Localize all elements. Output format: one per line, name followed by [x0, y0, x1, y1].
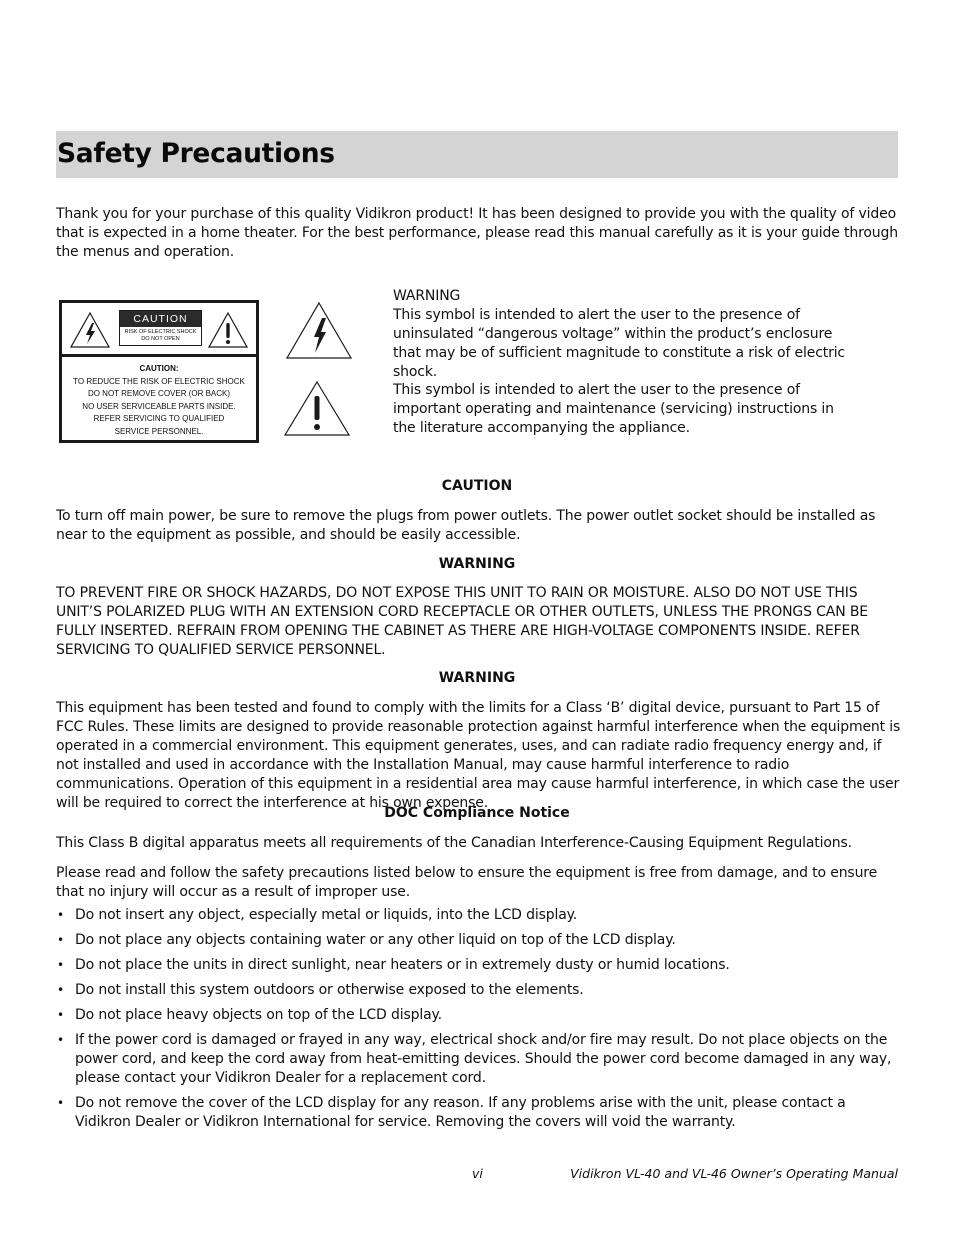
dangerous-voltage-icon: [285, 301, 353, 360]
list-item-text: Do not place heavy objects on top of the LCD display.: [75, 1007, 442, 1023]
caution-label-small-2: DO NOT OPEN: [141, 336, 180, 342]
bullet-marker: •: [57, 908, 64, 922]
exclamation-triangle-icon: [208, 312, 248, 348]
caution-label-small-1: RISK OF ELECTRIC SHOCK: [124, 329, 197, 335]
precautions-list: [56, 906, 901, 1138]
list-item-text: Do not insert any object, especially metal or liquids, into the LCD display.: [75, 907, 578, 923]
caution-label-body-title: CAUTION:: [139, 364, 179, 373]
symbol-warning-title: WARNING: [393, 288, 461, 304]
title-bar: [56, 131, 898, 178]
list-item-text: Do not install this system outdoors or otherwise exposed to the elements.: [75, 982, 584, 998]
instructions-symbol-text: This symbol is intended to alert the user to the presence of important operating and maintenance (servicing) instructions in the literature accompanying the appliance.: [393, 382, 834, 436]
manual-title: Vidikron VL-40 and VL-46 Owner’s Operating Manual: [570, 1166, 898, 1181]
precautions-intro: Please read and follow the safety precautions listed below to ensure the equipment is free from damage, and to ensure that no injury will occur as a result of improper use.: [56, 865, 878, 900]
caution-label-body: [62, 363, 256, 439]
caution-text: To turn off main power, be sure to remove the plugs from power outlets. The power outlet socket should be installed as near to the equipment as possible, and should be easily accessible.: [56, 508, 876, 543]
list-item-text: Do not remove the cover of the LCD display for any reason. If any problems arise with the unit, please contact a Vidikron Dealer or Vidikron International for service. Removing the covers will void the warranty.: [75, 1095, 846, 1130]
caution-label-line: NO USER SERVICEABLE PARTS INSIDE.: [82, 401, 236, 411]
list-item: [56, 981, 901, 1000]
page-title: Safety Precautions: [57, 138, 335, 169]
warning-heading-1: WARNING: [438, 556, 516, 572]
list-item-text: Do not place the units in direct sunlight, near heaters or in extremely dusty or humid locations.: [75, 957, 730, 973]
list-item: [56, 956, 901, 975]
doc-heading: DOC Compliance Notice: [384, 805, 570, 821]
caution-label-line: TO REDUCE THE RISK OF ELECTRIC SHOCK: [73, 376, 245, 386]
bullet-marker: •: [57, 933, 64, 947]
doc-text: This Class B digital apparatus meets all requirements of the Canadian Interference-Causing Equipment Regulations.: [56, 835, 852, 851]
caution-label: [59, 300, 259, 443]
voltage-symbol-text: This symbol is intended to alert the user to the presence of uninsulated “dangerous voltage” within the product’s enclosure that may be of sufficient magnitude to constitute a risk of electric shock.: [393, 307, 845, 380]
bullet-marker: •: [57, 1033, 64, 1047]
caution-label-badge: [119, 310, 202, 346]
important-instructions-icon: [283, 380, 351, 437]
list-item: [56, 1094, 901, 1132]
caution-label-top: [62, 303, 256, 357]
caution-label-line: REFER SERVICING TO QUALIFIED: [93, 414, 225, 424]
list-item-text: Do not place any objects containing water or any other liquid on top of the LCD display.: [75, 932, 676, 948]
list-item: [56, 906, 901, 925]
caution-label-line: DO NOT REMOVE COVER (OR BACK): [87, 389, 231, 399]
intro-paragraph: Thank you for your purchase of this quality Vidikron product! It has been designed to provide you with the quality of video that is expected in a home theater. For the best performance, please read this manual carefully as it is your guide through the menus and operation.: [56, 206, 898, 260]
caution-heading: CAUTION: [441, 478, 513, 494]
list-item: [56, 931, 901, 950]
list-item: [56, 1031, 901, 1088]
caution-label-line: SERVICE PERSONNEL.: [114, 426, 204, 436]
bullet-marker: •: [57, 983, 64, 997]
warning-heading-2: WARNING: [438, 670, 516, 686]
bullet-marker: •: [57, 1008, 64, 1022]
caution-label-header: CAUTION: [120, 311, 201, 327]
bullet-marker: •: [57, 1096, 64, 1110]
warning-text-1: TO PREVENT FIRE OR SHOCK HAZARDS, DO NOT EXPOSE THIS UNIT TO RAIN OR MOISTURE. ALSO DO NOT USE THIS UNIT’S POLARIZED PLUG WITH AN EXTENSION CORD RECEPTACLE OR OTHER OUTLETS, UNLESS THE PRONGS CAN BE FULLY INSERTED. REFRAIN FROM OPENING THE CABINET AS THERE ARE HIGH-VOLTAGE COMPONENTS INSIDE. REFER SERVICING TO QUALIFIED SERVICE PERSONNEL.: [56, 585, 868, 658]
list-item-text: If the power cord is damaged or frayed in any way, electrical shock and/or fire may result. Do not place objects on the power cord, and keep the cord away from heat-emitting devices. Should the power cord become damaged in any way, please contact your Vidikron Dealer for a replacement cord.: [75, 1032, 892, 1086]
page-number: vi: [472, 1166, 483, 1181]
bullet-marker: •: [57, 958, 64, 972]
lightning-triangle-icon: [70, 312, 110, 348]
symbol-warning-block: [393, 287, 853, 382]
warning-text-2: This equipment has been tested and found to comply with the limits for a Class ‘B’ digital device, pursuant to Part 15 of FCC Rules. These limits are designed to provide reasonable protection against harmful interference when the equipment is operated in a commercial environment. This equipment generates, uses, and can radiate radio frequency energy and, if not installed and used in accordance with the Installation Manual, may cause harmful interference to radio communications. Operation of this equipment in a residential area may cause harmful interference, in which case the user will be required to correct the interference at his own expense.: [56, 700, 901, 811]
list-item: [56, 1006, 901, 1025]
